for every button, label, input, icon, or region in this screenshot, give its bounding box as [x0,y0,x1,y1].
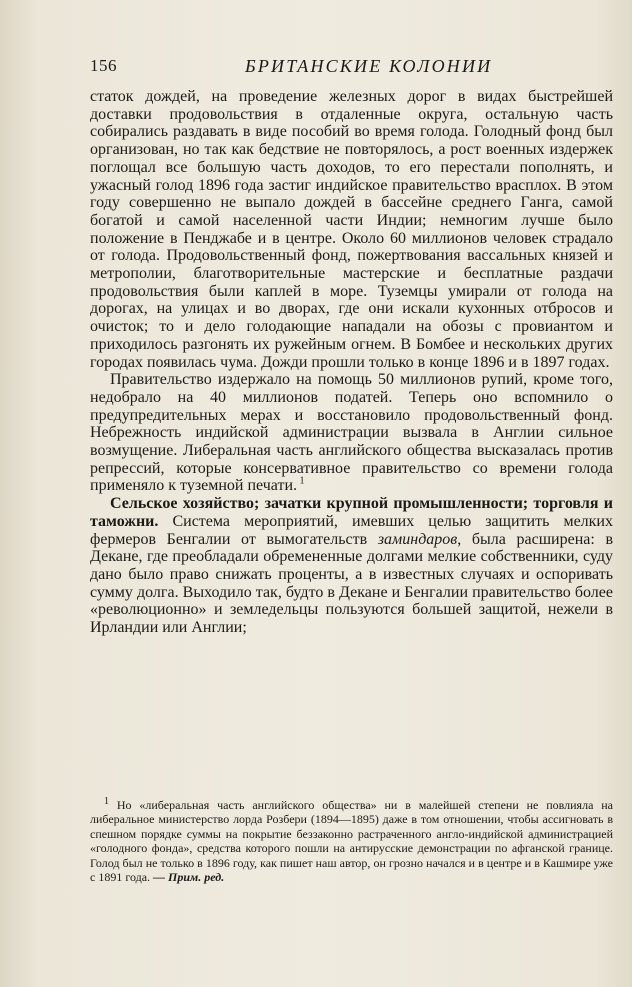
footnote-paragraph [90,798,613,884]
paragraph-3-text-b: , была расширена: в Декане, где преобладали обремененные долгами мелкие собственники, суду дано было право снижать проценты, а в известных случаях и оспоривать сумму долга. Выходило так, будто в Декане и Бенгалии правительство более «революционно» и земледельцы пользуются большей защитой, нежели в Ирландии или Англии; [90,530,613,637]
paragraph-1 [90,88,613,371]
paragraph-2 [90,371,613,495]
paragraph-3-text-a: Система мероприятий, имевших целью защитить мелких фермеров Бенгалии от вымогательств [90,512,613,548]
section-heading: Сельское хозяйство; зачатки крупной промышленности; торговля и таможни. [90,495,613,530]
paragraph-3 [90,495,613,637]
footnote [90,798,613,884]
footnote-signature: — Прим. ред. [153,870,225,885]
page-header [90,56,610,82]
paragraph-2-text: Правительство издержало на помощь 50 миллионов рупий, кроме того, недобрало на 40 миллионов податей. Теперь оно вспомнило о предупредительных мерах и восстановило продовольственный фонд. Небрежность индийской администрации вызвала в Англии сильное возмущение. Либеральная часть английского общества высказалась против репрессий, которые консервативное правительство со времени голода применяло к туземной печати. [90,371,613,495]
paragraph-1-text: статок дождей, на проведение железных дорог в видах быстрейшей доставки продовольствия в отдаленные округа, остальную часть собирались раздавать в виде пособий во время голода. Голодный фонд был организован, но так как бедствие не повторялось, а рост военных издержек поглощал все большую часть доходов, то его перестали пополнять, и ужасный голод 1896 года застиг индийское правительство врасплох. В этом году совершенно не выпало дождей в бассейне среднего Ганга, самой богатой и самой населенной части Индии; немногим лучше было положение в Пенджабе и в центре. Около 60 миллионов человек страдало от голода. Продовольственный фонд, пожертвования вассальных князей и метрополии, благотворительные мастерские и бесплатные раздачи продовольствия были каплей в море. Туземцы умирали от голода на дорогах, на улицах и во дворах, где они искали кухонных отбросов и очисток; то и дело голодающие нападали на обозы с провиантом и приходилось разгонять их ружейным огнем. В Бомбее и нескольких других городах появилась чума. Дожди прошли только в конце 1896 и в 1897 годах. [90,88,613,371]
footnote-marker: 1 [104,796,109,807]
footnote-text: Но «либеральная часть английского общества» ни в малейшей степени не повлияла на либеральное министерство лорда Розбери (1894—1895) даже в том отношении, чтобы ассигновать в спешном порядке суммы на покрытие беззаконно растраченного англо-индийской администрацией «голодного фонда», средства которого пошли на антирусские демонстрации по афганской границе. Голод был не только в 1896 году, как пишет наш автор, он грозно начался и в центре и в Кашмире уже с 1891 года. [90,798,613,885]
page-number: 156 [90,56,117,75]
italic-term: заминдаров [377,530,458,548]
footnote-reference: 1 [297,476,305,488]
running-title: БРИТАНСКИЕ КОЛОНИИ [245,56,493,76]
main-text [90,88,613,637]
